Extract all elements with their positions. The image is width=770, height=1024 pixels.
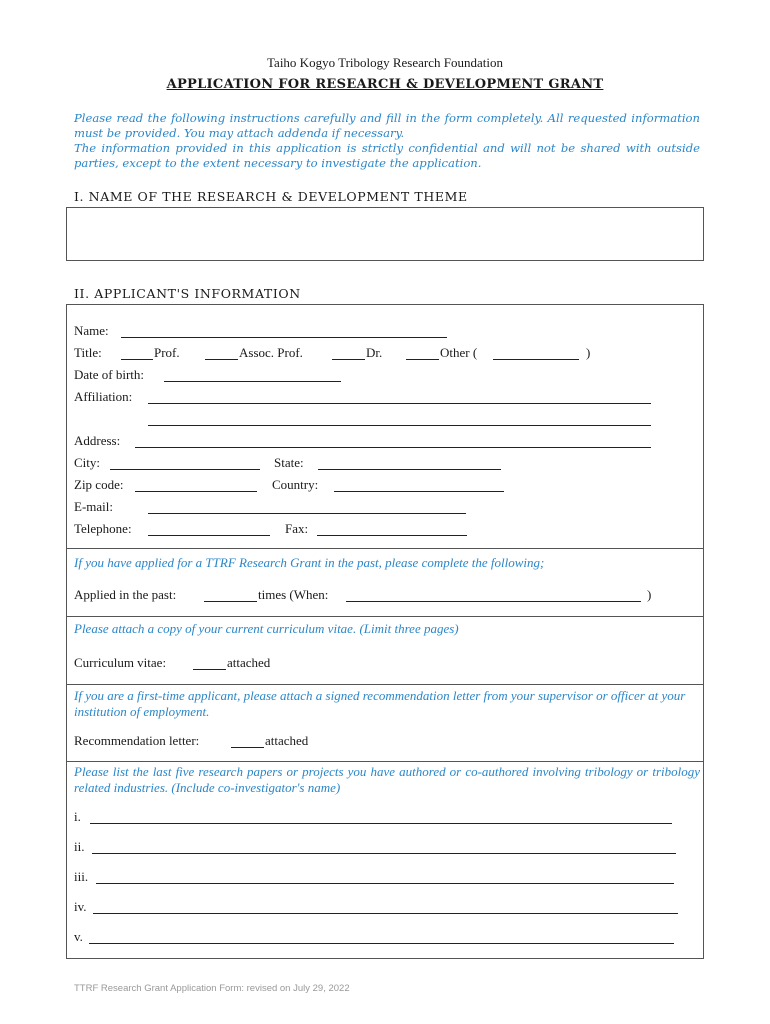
recommendation-attached-checkbox[interactable] [231, 747, 264, 748]
papers-instruction: Please list the last five research papers or projects you have authored or co-authored involving tribology or tribology related industries. (Include co-investigator's name) [74, 764, 700, 795]
name-label: Name: [74, 323, 109, 338]
name-field[interactable] [121, 337, 447, 338]
paper-item-label: ii. [74, 839, 85, 854]
other-label: Other ( [440, 345, 478, 360]
recommendation-label: Recommendation letter: [74, 733, 200, 748]
cv-attached-label: attached [227, 655, 271, 670]
dr-checkbox[interactable] [332, 359, 365, 360]
paper-item-label: iv. [74, 899, 87, 914]
cv-label: Curriculum vitae: [74, 655, 167, 670]
times-when-label: times (When: [258, 587, 329, 602]
divider [66, 616, 704, 617]
telephone-label: Telephone: [74, 521, 132, 536]
dr-label: Dr. [366, 345, 383, 360]
other-close-paren: ) [586, 345, 591, 360]
applied-when-field[interactable] [346, 601, 641, 602]
paper-item-label: v. [74, 929, 83, 944]
prof-checkbox[interactable] [121, 359, 153, 360]
paper-item-label: i. [74, 809, 81, 824]
assoc-prof-label: Assoc. Prof. [239, 345, 303, 360]
affiliation-field[interactable] [148, 403, 651, 404]
city-label: City: [74, 455, 101, 470]
email-field[interactable] [148, 513, 466, 514]
title-label: Title: [74, 345, 102, 360]
affiliation-label: Affiliation: [74, 389, 133, 404]
paper-field-5[interactable] [89, 943, 674, 944]
recommendation-attached-label: attached [265, 733, 309, 748]
address-label: Address: [74, 433, 121, 448]
paper-field-3[interactable] [96, 883, 674, 884]
prof-label: Prof. [154, 345, 180, 360]
country-label: Country: [272, 477, 319, 492]
applied-times-field[interactable] [204, 601, 257, 602]
paper-field-2[interactable] [92, 853, 676, 854]
instruction-text-1: Please read the following instructions carefully and fill in the form completely. All requested information must be provided. You may attach addenda if necessary. [74, 111, 700, 140]
zip-label: Zip code: [74, 477, 124, 492]
divider [66, 761, 704, 762]
when-close-paren: ) [647, 587, 652, 602]
cv-instruction: Please attach a copy of your current curriculum vitae. (Limit three pages) [74, 621, 459, 636]
telephone-field[interactable] [148, 535, 270, 536]
divider [66, 684, 704, 685]
city-field[interactable] [110, 469, 260, 470]
cv-attached-checkbox[interactable] [193, 669, 226, 670]
state-label: State: [274, 455, 304, 470]
divider [66, 548, 704, 549]
affiliation-field-line-2[interactable] [148, 425, 651, 426]
assoc-prof-checkbox[interactable] [205, 359, 238, 360]
paper-field-4[interactable] [93, 913, 678, 914]
page-footer: TTRF Research Grant Application Form: revised on July 29, 2022 [74, 983, 350, 994]
paper-field-1[interactable] [90, 823, 672, 824]
instruction-text-2: The information provided in this application is strictly confidential and will not be shared with outside parties, except to the extent necessary to investigate the application. [74, 141, 700, 170]
recommendation-instruction: If you are a first-time applicant, please attach a signed recommendation letter from your supervisor or officer at your institution of employment. [74, 688, 686, 719]
research-theme-field[interactable] [66, 207, 704, 261]
email-label: E-mail: [74, 499, 113, 514]
dob-label: Date of birth: [74, 367, 145, 382]
other-checkbox[interactable] [406, 359, 439, 360]
applied-past-label: Applied in the past: [74, 587, 177, 602]
zip-field[interactable] [135, 491, 257, 492]
address-field[interactable] [135, 447, 651, 448]
instructions [74, 111, 700, 171]
paper-item-label: iii. [74, 869, 89, 884]
past-instruction: If you have applied for a TTRF Research Grant in the past, please complete the following; [74, 555, 545, 570]
section-1-heading: I. NAME OF THE RESEARCH & DEVELOPMENT THEME [74, 189, 468, 204]
other-title-field[interactable] [493, 359, 579, 360]
form-title: APPLICATION FOR RESEARCH & DEVELOPMENT GRANT [166, 77, 604, 92]
fax-label: Fax: [285, 521, 309, 536]
state-field[interactable] [318, 469, 501, 470]
country-field[interactable] [334, 491, 504, 492]
organization-name: Taiho Kogyo Tribology Research Foundation [267, 55, 503, 70]
fax-field[interactable] [317, 535, 467, 536]
section-2-heading: II. APPLICANT'S INFORMATION [74, 286, 301, 301]
dob-field[interactable] [164, 381, 341, 382]
